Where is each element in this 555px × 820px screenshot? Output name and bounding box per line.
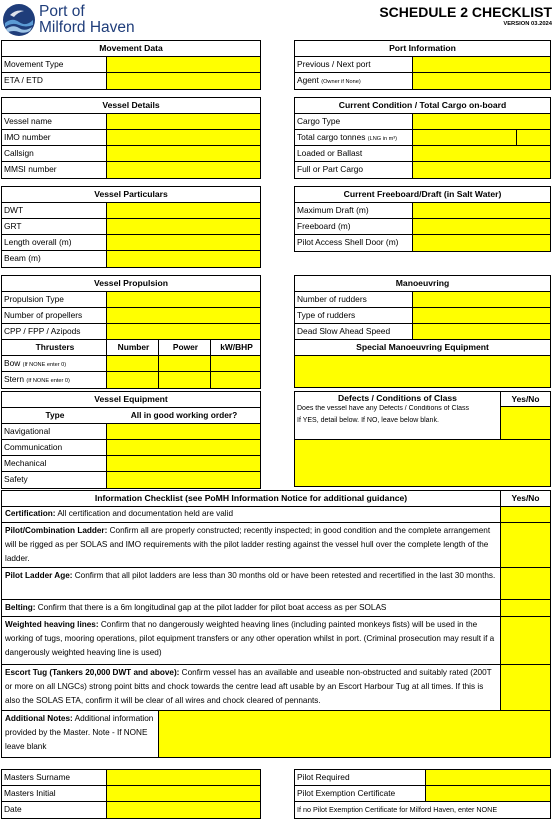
stern-thruster-unit-field[interactable] (210, 372, 260, 388)
loaded-ballast-label: Loaded or Ballast (297, 148, 363, 158)
movement-type-label: Movement Type (4, 59, 64, 69)
port-logo (2, 2, 152, 38)
imo-number-field[interactable] (106, 130, 260, 145)
escort-tug-row (2, 665, 550, 711)
special-manoeuvring-field[interactable] (295, 356, 550, 387)
navigational-field[interactable] (106, 424, 260, 439)
defects-instruction: If YES, detail below. If NO, leave below blank. (297, 417, 439, 424)
vessel-name-field[interactable] (106, 114, 260, 129)
mmsi-number-field[interactable] (106, 162, 260, 178)
vessel-details-table (1, 97, 261, 179)
vessel-propulsion-table (1, 275, 261, 389)
port-logo-icon (2, 3, 36, 37)
additional-notes-row (2, 711, 550, 757)
imo-number-label: IMO number (4, 132, 51, 142)
thrusters-unit-header: kW/BHP (210, 340, 260, 355)
info-checklist-yesno-header: Yes/No (500, 491, 550, 506)
vessel-name-label: Vessel name (4, 116, 52, 126)
number-propellers-field[interactable] (106, 308, 260, 323)
dead-slow-speed-label: Dead Slow Ahead Speed (297, 326, 391, 336)
maximum-draft-field[interactable] (412, 203, 550, 218)
defects-yesno-header: Yes/No (501, 392, 550, 407)
stern-thruster-number-field[interactable] (106, 372, 158, 388)
pilot-access-door-field[interactable] (412, 235, 550, 251)
movement-type-field[interactable] (106, 57, 260, 72)
dead-slow-speed-field[interactable] (412, 324, 550, 339)
defects-table (294, 391, 551, 487)
pilot-exemption-note: If no Pilot Exemption Certificate for Milford Haven, enter NONE (297, 805, 498, 814)
manoeuvring-table (294, 275, 551, 388)
mechanical-label: Mechanical (4, 458, 47, 468)
previous-next-port-label: Previous / Next port (297, 59, 371, 69)
belting-row (2, 600, 550, 617)
stern-thruster-label: Stern (If NONE enter 0) (4, 374, 70, 384)
pilot-ladder-row (2, 523, 550, 568)
port-information-title: Port Information (295, 41, 550, 57)
information-checklist-table (1, 490, 551, 758)
pilot-ladder-age-yesno-field[interactable] (500, 568, 550, 599)
pilot-ladder-yesno-field[interactable] (500, 523, 550, 567)
beam-label: Beam (m) (4, 253, 41, 263)
masters-details-table (1, 769, 261, 819)
propulsion-type-field[interactable] (106, 292, 260, 307)
logo-line-2: Milford Haven (39, 19, 135, 36)
pilot-ladder-age-row (2, 568, 550, 600)
maximum-draft-label: Maximum Draft (m) (297, 205, 369, 215)
cpp-fpp-azipods-label: CPP / FPP / Azipods (4, 326, 81, 336)
movement-data-table (1, 40, 261, 90)
masters-surname-label: Masters Surname (4, 772, 71, 782)
navigational-label: Navigational (4, 426, 51, 436)
callsign-field[interactable] (106, 146, 260, 161)
number-propellers-label: Number of propellers (4, 310, 83, 320)
heaving-lines-text: Weighted heaving lines: Confirm that no dangerously weighted heaving lines (including painted monkeys fists) will be used in the working of tugs, mooring operations, pilot equipment transfers or any other operation whilst in port. (Criminal prosecution may result if a dangerously weighted heaving line is used) (5, 620, 495, 658)
pilot-exemption-field[interactable] (425, 786, 550, 801)
communication-label: Communication (4, 442, 63, 452)
stern-thruster-power-field[interactable] (158, 372, 210, 388)
defects-detail-field[interactable] (295, 440, 550, 486)
full-part-cargo-field[interactable] (412, 162, 550, 178)
bow-thruster-label: Bow (If NONE enter 0) (4, 358, 67, 368)
dwt-field[interactable] (106, 203, 260, 218)
defects-question: Does the vessel have any Defects / Conditions of Class (297, 405, 469, 412)
logo-line-1: Port of (39, 3, 85, 20)
certification-row (2, 507, 550, 523)
defects-yesno-field[interactable] (501, 407, 550, 439)
pilot-ladder-text: Pilot/Combination Ladder: Confirm all are properly constructed; recently inspected; in good condition and the complete arrangement will be rigged as per SOLAS and IMO requirements with the pilot ladder resting against the vessel hull over the complete length of the ladder. (5, 526, 491, 564)
freeboard-draft-table (294, 186, 551, 252)
certification-yesno-field[interactable] (500, 507, 550, 522)
current-condition-title: Current Condition / Total Cargo on-board (295, 98, 550, 114)
beam-field[interactable] (106, 251, 260, 267)
type-rudders-label: Type of rudders (297, 310, 356, 320)
thrusters-number-header: Number (106, 340, 158, 355)
cpp-fpp-azipods-field[interactable] (106, 324, 260, 339)
callsign-label: Callsign (4, 148, 34, 158)
freeboard-field[interactable] (412, 219, 550, 234)
grt-label: GRT (4, 221, 22, 231)
masters-initial-label: Masters Initial (4, 788, 56, 798)
heaving-lines-yesno-field[interactable] (500, 617, 550, 664)
bow-thruster-power-field[interactable] (158, 356, 210, 371)
total-cargo-tonnes-label: Total cargo tonnes (LNG in m³) (297, 132, 397, 142)
vessel-equipment-table (1, 391, 261, 489)
port-information-table (294, 40, 551, 90)
propulsion-type-label: Propulsion Type (4, 294, 64, 304)
additional-notes-text: Additional Notes: Additional information provided by the Master. Note - If NONE leave blank (5, 714, 154, 752)
vessel-equipment-title: Vessel Equipment (2, 392, 260, 408)
masters-surname-field[interactable] (106, 770, 260, 785)
defects-title: Defects / Conditions of Class (338, 393, 457, 403)
belting-text: Belting: Confirm that there is a 6m longitudinal gap at the pilot ladder for pilot boat access as per SOLAS (5, 603, 387, 612)
manoeuvring-title: Manoeuvring (295, 276, 550, 292)
bow-thruster-number-field[interactable] (106, 356, 158, 371)
eta-etd-label: ETA / ETD (4, 75, 43, 85)
length-overall-label: Length overall (m) (4, 237, 72, 247)
pilot-access-door-label: Pilot Access Shell Door (m) (297, 237, 399, 247)
mmsi-number-label: MMSI number (4, 164, 57, 174)
number-rudders-label: Number of rudders (297, 294, 367, 304)
cargo-type-field[interactable] (412, 114, 550, 129)
bow-thruster-unit-field[interactable] (210, 356, 260, 371)
safety-field[interactable] (106, 472, 260, 488)
agent-label: Agent (Owner if None) (297, 75, 361, 85)
page-title: SCHEDULE 2 CHECKLIST (379, 4, 552, 20)
date-label: Date (4, 804, 22, 814)
date-field[interactable] (106, 802, 260, 818)
total-cargo-tonnes-field[interactable] (412, 130, 516, 145)
vessel-particulars-table (1, 186, 261, 268)
belting-yesno-field[interactable] (500, 600, 550, 616)
agent-field[interactable] (412, 73, 550, 89)
type-rudders-field[interactable] (412, 308, 550, 323)
pilot-required-label: Pilot Required (297, 772, 350, 782)
heaving-lines-row (2, 617, 550, 665)
additional-notes-field[interactable] (158, 711, 550, 757)
certification-text: Certification: All certification and documentation held are valid (5, 509, 234, 518)
vessel-details-title: Vessel Details (2, 98, 260, 114)
dwt-label: DWT (4, 205, 24, 215)
pilot-ladder-age-text: Pilot Ladder Age: Confirm that all pilot ladders are less than 30 months old or have been retested and recertified in the last 30 months. (5, 571, 496, 580)
version-label: VERSION 03.2024 (503, 21, 552, 27)
current-condition-table (294, 97, 551, 179)
info-checklist-title: Information Checklist (see PoMH Information Notice for additional guidance) (94, 493, 408, 503)
movement-data-title: Movement Data (2, 41, 260, 57)
length-overall-field[interactable] (106, 235, 260, 250)
escort-tug-yesno-field[interactable] (500, 665, 550, 710)
vessel-propulsion-title: Vessel Propulsion (2, 276, 260, 292)
pilot-required-field[interactable] (425, 770, 550, 785)
thrusters-power-header: Power (158, 340, 210, 355)
equipment-order-header: All in good working order? (130, 410, 238, 420)
escort-tug-text: Escort Tug (Tankers 20,000 DWT and above): Confirm vessel has an available and useable non-obstructed and suitably rated (200T or more on all LNGCs) strong point bitts and chock towards the centre lead aft usable by an Escort Harbour Tug at all times. If this is also the SOLAS ETA, confirm it will be clear of all wires and chock cleared of pennants. (5, 668, 492, 706)
thrusters-header: Thrusters (35, 342, 75, 352)
previous-next-port-field[interactable] (412, 57, 550, 72)
loaded-ballast-field[interactable] (412, 146, 550, 161)
freeboard-draft-title: Current Freeboard/Draft (in Salt Water) (295, 187, 550, 203)
eta-etd-field[interactable] (106, 73, 260, 89)
safety-label: Safety (4, 474, 28, 484)
communication-field[interactable] (106, 440, 260, 455)
equipment-type-header: Type (45, 410, 65, 420)
pilot-exemption-label: Pilot Exemption Certificate (297, 788, 396, 798)
masters-initial-field[interactable] (106, 786, 260, 801)
freeboard-label: Freeboard (m) (297, 221, 351, 231)
cargo-type-label: Cargo Type (297, 116, 341, 126)
mechanical-field[interactable] (106, 456, 260, 471)
grt-field[interactable] (106, 219, 260, 234)
number-rudders-field[interactable] (412, 292, 550, 307)
full-part-cargo-label: Full or Part Cargo (297, 164, 364, 174)
total-cargo-unit-field[interactable] (516, 130, 550, 145)
vessel-particulars-title: Vessel Particulars (2, 187, 260, 203)
special-manoeuvring-title: Special Manoeuvring Equipment (295, 340, 550, 356)
pilot-details-table (294, 769, 551, 819)
